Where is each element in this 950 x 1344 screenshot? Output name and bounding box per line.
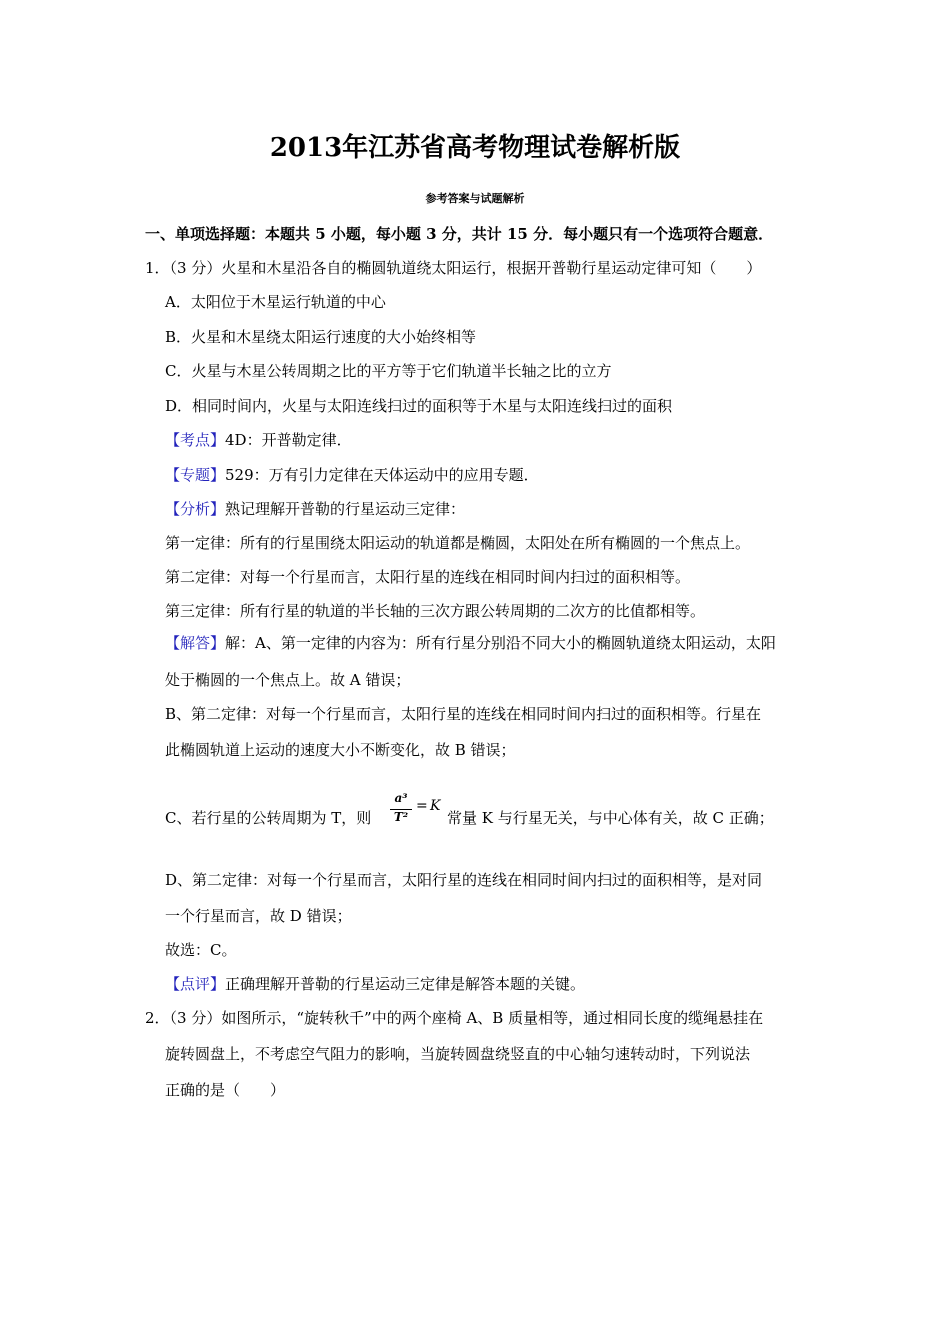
zhuanti-text: 529：万有引力定律在天体运动中的应用专题． <box>225 466 539 484</box>
formula-denominator: T² <box>393 810 409 824</box>
jieda-tag: 【解答】 <box>165 634 226 652</box>
jieda-line-1 <box>165 633 776 653</box>
jieda-c-pre: C、若行星的公转周期为 T，则 <box>165 809 372 827</box>
dianping-line <box>165 974 585 994</box>
page-title: 2013年江苏省高考物理试卷解析版 <box>269 133 681 163</box>
jieda-a-1: 解：A、第一定律的内容为：所有行星分别沿不同大小的椭圆轨道绕太阳运动，太阳 <box>225 634 776 652</box>
formula-equals: = <box>416 798 428 814</box>
kaodian-tag: 【考点】 <box>165 431 226 449</box>
q1-option-b: B．火星和木星绕太阳运行速度的大小始终相等 <box>165 328 477 346</box>
fenxi-tag: 【分析】 <box>165 500 226 518</box>
formula-k: K <box>430 798 441 814</box>
question-2-line-1: 2．（3 分）如图所示，“旋转秋千”中的两个座椅 A、B 质量相等，通过相同长度的缆绳悬挂在 <box>145 1009 764 1027</box>
jieda-c-post: 常量 K 与行星无关，与中心体有关，故 C 正确； <box>447 809 774 827</box>
jieda-a-2: 处于椭圆的一个焦点上。故 A 错误； <box>165 671 411 689</box>
kaodian-line <box>165 430 352 450</box>
question-2-line-3: 正确的是（ ） <box>165 1081 286 1099</box>
dianping-tag: 【点评】 <box>165 975 226 993</box>
law-1: 第一定律：所有的行星围绕太阳运动的轨道都是椭圆，太阳处在所有椭圆的一个焦点上。 <box>165 534 751 552</box>
fenxi-text: 熟记理解开普勒的行星运动三定律： <box>225 500 466 518</box>
zhuanti-tag: 【专题】 <box>165 466 226 484</box>
fenxi-line <box>165 499 465 519</box>
q1-option-a: A．太阳位于木星运行轨道的中心 <box>165 293 386 311</box>
page-subtitle: 参考答案与试题解析 <box>425 192 525 205</box>
jieda-b-1: B、第二定律：对每一个行星而言，太阳行星的连线在相同时间内扫过的面积相等。行星在 <box>165 705 762 723</box>
dianping-text: 正确理解开普勒的行星运动三定律是解答本题的关键。 <box>225 975 586 993</box>
question-2-line-2: 旋转圆盘上，不考虑空气阻力的影响，当旋转圆盘绕竖直的中心轴匀速转动时，下列说法 <box>165 1045 751 1063</box>
jieda-d-1: D、第二定律：对每一个行星而言，太阳行星的连线在相同时间内扫过的面积相等，是对同 <box>165 871 763 889</box>
kepler-formula <box>390 793 450 833</box>
law-3: 第三定律：所有行星的轨道的半长轴的三次方跟公转周期的二次方的比值都相等。 <box>165 602 706 620</box>
q1-option-c: C．火星与木星公转周期之比的平方等于它们轨道半长轴之比的立方 <box>165 362 612 380</box>
formula-numerator: a³ <box>394 791 408 805</box>
kaodian-text: 4D：开普勒定律． <box>225 431 352 449</box>
zhuanti-line <box>165 465 539 485</box>
jieda-b-2: 此椭圆轨道上运动的速度大小不断变化，故 B 错误； <box>165 741 516 759</box>
answer-choice: 故选：C。 <box>165 941 237 959</box>
q1-option-d: D．相同时间内，火星与太阳连线扫过的面积等于木星与太阳连线扫过的面积 <box>165 397 673 415</box>
jieda-d-2: 一个行星而言，故 D 错误； <box>165 907 352 925</box>
question-1-stem: 1．（3 分）火星和木星沿各自的椭圆轨道绕太阳运行，根据开普勒行星运动定律可知（ ） <box>145 259 762 277</box>
law-2: 第二定律：对每一个行星而言，太阳行星的连线在相同时间内扫过的面积相等。 <box>165 568 691 586</box>
section-heading: 一、单项选择题：本题共 5 小题，每小题 3 分，共计 15 分．每小题只有一个选项符合题意． <box>145 225 774 243</box>
